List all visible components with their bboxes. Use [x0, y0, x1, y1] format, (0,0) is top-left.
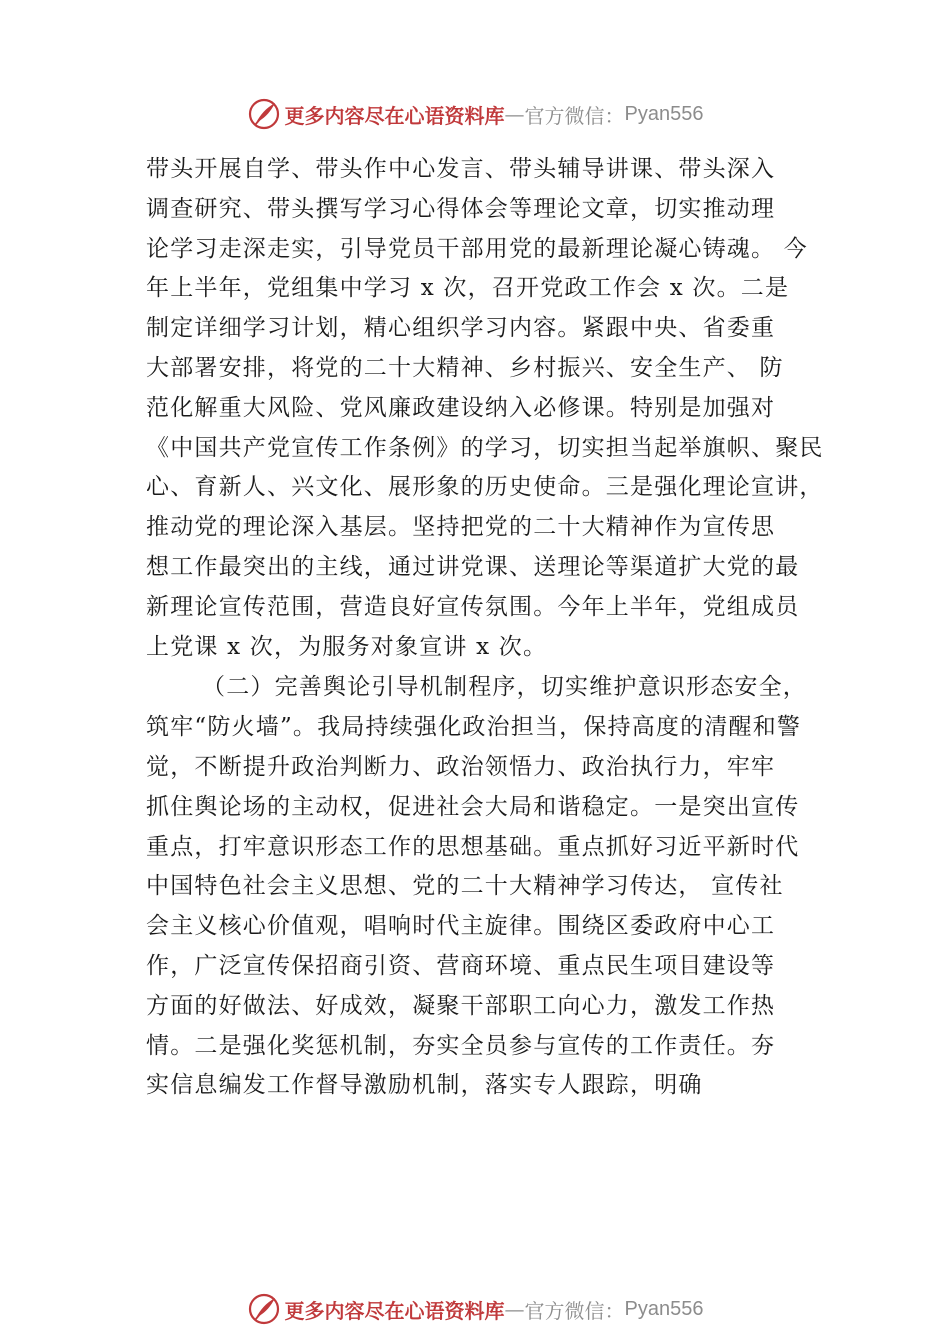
footer-account: Pyan556 — [624, 1297, 704, 1320]
footer-site-name: 更多内容尽在心语资料库 — [284, 1298, 505, 1323]
body-line: 新理论宣传范围，营造良好宣传氛围。今年上半年，党组成员 — [146, 593, 800, 620]
footer-banner — [0, 1289, 950, 1329]
body-line: 上党课 x 次，为服务对象宣讲 x 次。 — [146, 633, 548, 660]
body-line: 制定详细学习计划，精心组织学习内容。紧跟中央、省委重 — [146, 315, 776, 342]
quill-logo-icon — [247, 97, 281, 131]
body-line: 大部署安排，将党的二十大精神、乡村振兴、安全生产、 防 — [146, 354, 784, 381]
body-line: 方面的好做法、好成效，凝聚干部职工向心力，激发工作热 — [146, 992, 776, 1019]
body-line: 作，广泛宣传保招商引资、营商环境、重点民生项目建设等 — [146, 952, 776, 979]
body-line: 抓住舆论场的主动权，促进社会大局和谐稳定。一是突出宣传 — [146, 793, 800, 820]
body-line: 心、育新人、兴文化、展形象的历史使命。三是强化理论宣讲， — [146, 474, 824, 501]
body-line: 论学习走深走实，引导党员干部用党的最新理论凝心铸魂。 今 — [146, 235, 808, 262]
body-line: 会主义核心价值观，唱响时代主旋律。围绕区委政府中心工 — [146, 913, 776, 940]
body-line: 范化解重大风险、党风廉政建设纳入必修课。特别是加强对 — [146, 394, 776, 421]
section-heading-line: （二）完善舆论引导机制程序，切实维护意识形态安全， — [202, 674, 807, 701]
body-line: 《中国共产党宣传工作条例》的学习，切实担当起举旗帜、聚民 — [146, 434, 824, 461]
body-line: 带头开展自学、带头作中心发言、带头辅导讲课、带头深入 — [146, 156, 776, 182]
document-body — [146, 150, 836, 1106]
body-line: 调查研究、带头撰写学习心得体会等理论文章，切实推动理 — [146, 195, 776, 222]
header-account: Pyan556 — [624, 102, 704, 125]
quill-logo-icon — [247, 1292, 281, 1326]
body-line: 年上半年，党组集中学习 x 次，召开党政工作会 x 次。二是 — [146, 275, 790, 302]
header-label: 官方微信： — [524, 103, 625, 128]
footer-dash: — — [504, 1297, 525, 1321]
body-line: 情。二是强化奖惩机制，夯实全员参与宣传的工作责任。夯 — [146, 1032, 776, 1059]
body-line: 筑牢“防火墙”。我局持续强化政治担当，保持高度的清醒和警 — [146, 714, 802, 741]
body-line: 中国特色社会主义思想、党的二十大精神学习传达， 宣传社 — [146, 873, 784, 900]
header-dash: — — [504, 102, 525, 126]
body-line: 想工作最突出的主线，通过讲党课、送理论等渠道扩大党的最 — [146, 553, 800, 580]
header-banner — [0, 94, 950, 134]
header-site-name: 更多内容尽在心语资料库 — [284, 103, 505, 128]
footer-label: 官方微信： — [524, 1298, 625, 1323]
body-line: 觉，不断提升政治判断力、政治领悟力、政治执行力，牢牢 — [146, 753, 776, 780]
body-line: 重点，打牢意识形态工作的思想基础。重点抓好习近平新时代 — [146, 833, 800, 860]
body-line: 推动党的理论深入基层。坚持把党的二十大精神作为宣传思 — [146, 514, 776, 541]
body-line: 实信息编发工作督导激励机制，落实专人跟踪，明确 — [146, 1072, 703, 1099]
